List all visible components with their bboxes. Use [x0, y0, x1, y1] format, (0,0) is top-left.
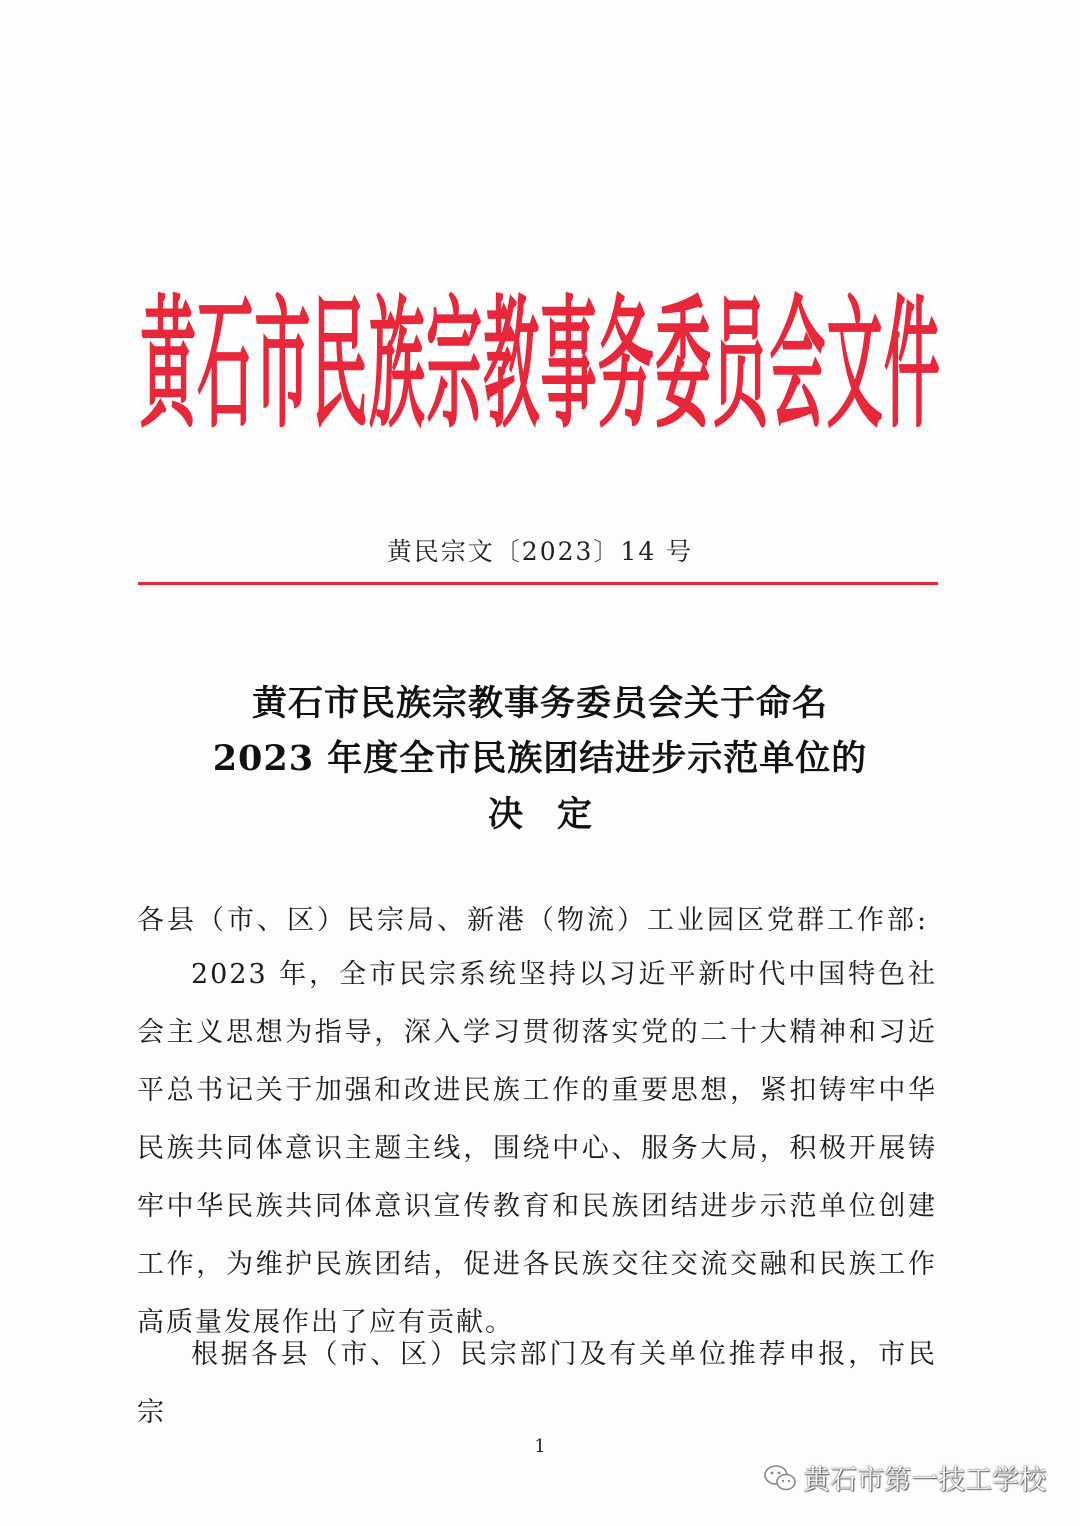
wechat-icon: [763, 1464, 797, 1492]
red-letterhead-char: 员: [712, 283, 769, 450]
red-letterhead-char: 黄: [140, 283, 196, 450]
title-line-1: 黄石市民族宗教事务委员会关于命名: [251, 683, 828, 724]
red-letterhead-char: 文: [826, 283, 883, 450]
page-number: 1: [534, 1436, 546, 1457]
wechat-watermark: [763, 1458, 1046, 1497]
red-letterhead-char: 市: [254, 283, 311, 450]
red-divider-line: [138, 582, 938, 585]
red-letterhead-char: 务: [597, 283, 654, 450]
watermark-text: 黄石市第一技工学校: [803, 1465, 1046, 1496]
paragraph-2-text: 根据各县（市、区）民宗部门及有关单位推荐申报，市民宗: [137, 1339, 937, 1428]
paragraph-1-text: 2023 年，全市民宗系统坚持以习近平新时代中国特色社会主义思想为指导，深入学习贯彻落实党的二十大精神和习近平总书记关于加强和改进民族工作的重要思想，紧扣铸牢中华民族共同体意识主题主线，围绕中心、服务大局，积极开展铸牢中华民族共同体意识宣传教育和民族团结进步示范单位创建工作，为维护民族团结，促进各民族交往交流交融和民族工作高质量发展作出了应有贡献。: [137, 959, 937, 1338]
document-number: 黄民宗文〔2023〕14 号: [386, 537, 694, 566]
red-letterhead-char: 委: [654, 283, 711, 450]
red-letterhead-char: 教: [483, 283, 540, 450]
red-letterhead-char: 石: [197, 283, 254, 450]
paragraph-1: [137, 946, 937, 1352]
red-letterhead-char: 宗: [426, 283, 483, 450]
red-letterhead-char: 件: [883, 283, 940, 450]
red-letterhead-char: 族: [368, 283, 425, 450]
red-letterhead-char: 会: [769, 283, 826, 450]
title-line-2: 2023 年度全市民族团结进步示范单位的: [212, 738, 868, 779]
title-line-3: 决定: [487, 794, 626, 835]
salutation: 各县（市、区）民宗局、新港（物流）工业园区党群工作部:: [137, 905, 930, 936]
paragraph-2: [137, 1326, 937, 1442]
red-letterhead-char: 事: [540, 283, 597, 450]
red-letterhead-char: 民: [311, 283, 368, 450]
red-letterhead: [140, 285, 940, 450]
